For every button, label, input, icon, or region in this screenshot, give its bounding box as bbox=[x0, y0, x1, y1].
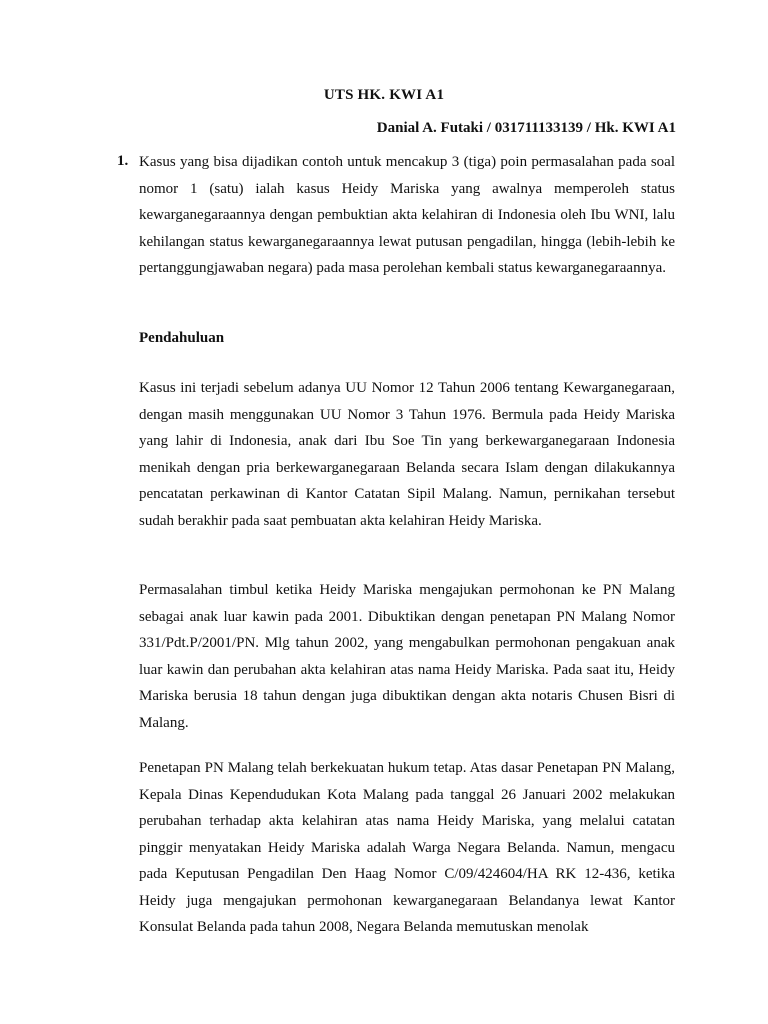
section-heading: Pendahuluan bbox=[139, 330, 225, 346]
paragraph-intro: Kasus yang bisa dijadikan contoh untuk mencakup 3 (tiga) poin permasalahan pada soal nomor 1 (satu) ialah kasus Heidy Mariska yang awalnya memperoleh status kewarganegaraannya dengan pembuktian akta kelahiran di Indonesia oleh Ibu WNI, lalu kehilangan status kewarganegaraannya lewat putusan pengadilan, hingga (lebih-lebih ke pertanggungjawaban negara) pada masa perolehan kembali status kewarganegaraannya. bbox=[139, 154, 675, 276]
document-title: UTS HK. KWI A1 bbox=[323, 87, 445, 103]
item-number: 1. bbox=[117, 153, 129, 169]
author-line: Danial A. Futaki / 031711133139 / Hk. KWI A1 bbox=[376, 120, 676, 136]
paragraph-ruling: Penetapan PN Malang telah berkekuatan hukum tetap. Atas dasar Penetapan PN Malang, Kepala Dinas Kependudukan Kota Malang pada tanggal 26 Januari 2002 melakukan perubahan terhadap akta kelahiran atas nama Heidy Mariska, yang melalui catatan pinggir menyatakan Heidy Mariska adalah Warga Negara Belanda. Namun, mengacu pada Keputusan Pengadilan Den Haag Nomor C/09/424604/HA RK 12-436, ketika Heidy juga mengajukan permohonan kewarganegaraan Belandanya lewat Kantor Konsulat Belanda pada tahun 2008, Negara Belanda memutuskan menolak bbox=[139, 760, 675, 935]
paragraph-background: Kasus ini terjadi sebelum adanya UU Nomor 12 Tahun 2006 tentang Kewarganegaraan, dengan masih menggunakan UU Nomor 3 Tahun 1976. Bermula pada Heidy Mariska yang lahir di Indonesia, anak dari Ibu Soe Tin yang berkewarganegaraan Indonesia menikah dengan pria berkewarganegaraan Belanda secara Islam dengan dilakukannya pencatatan perkawinan di Kantor Catatan Sipil Malang. Namun, pernikahan tersebut sudah berakhir pada saat pembuatan akta kelahiran Heidy Mariska. bbox=[139, 380, 675, 529]
paragraph-problem: Permasalahan timbul ketika Heidy Mariska mengajukan permohonan ke PN Malang sebagai anak luar kawin pada 2001. Dibuktikan dengan penetapan PN Malang Nomor 331/Pdt.P/2001/PN. Mlg tahun 2002, yang mengabulkan permohonan pengakuan anak luar kawin dan perubahan akta kelahiran atas nama Heidy Mariska. Pada saat itu, Heidy Mariska berusia 18 tahun dengan juga dibuktikan dengan akta notaris Chusen Bisri di Malang. bbox=[139, 582, 675, 731]
